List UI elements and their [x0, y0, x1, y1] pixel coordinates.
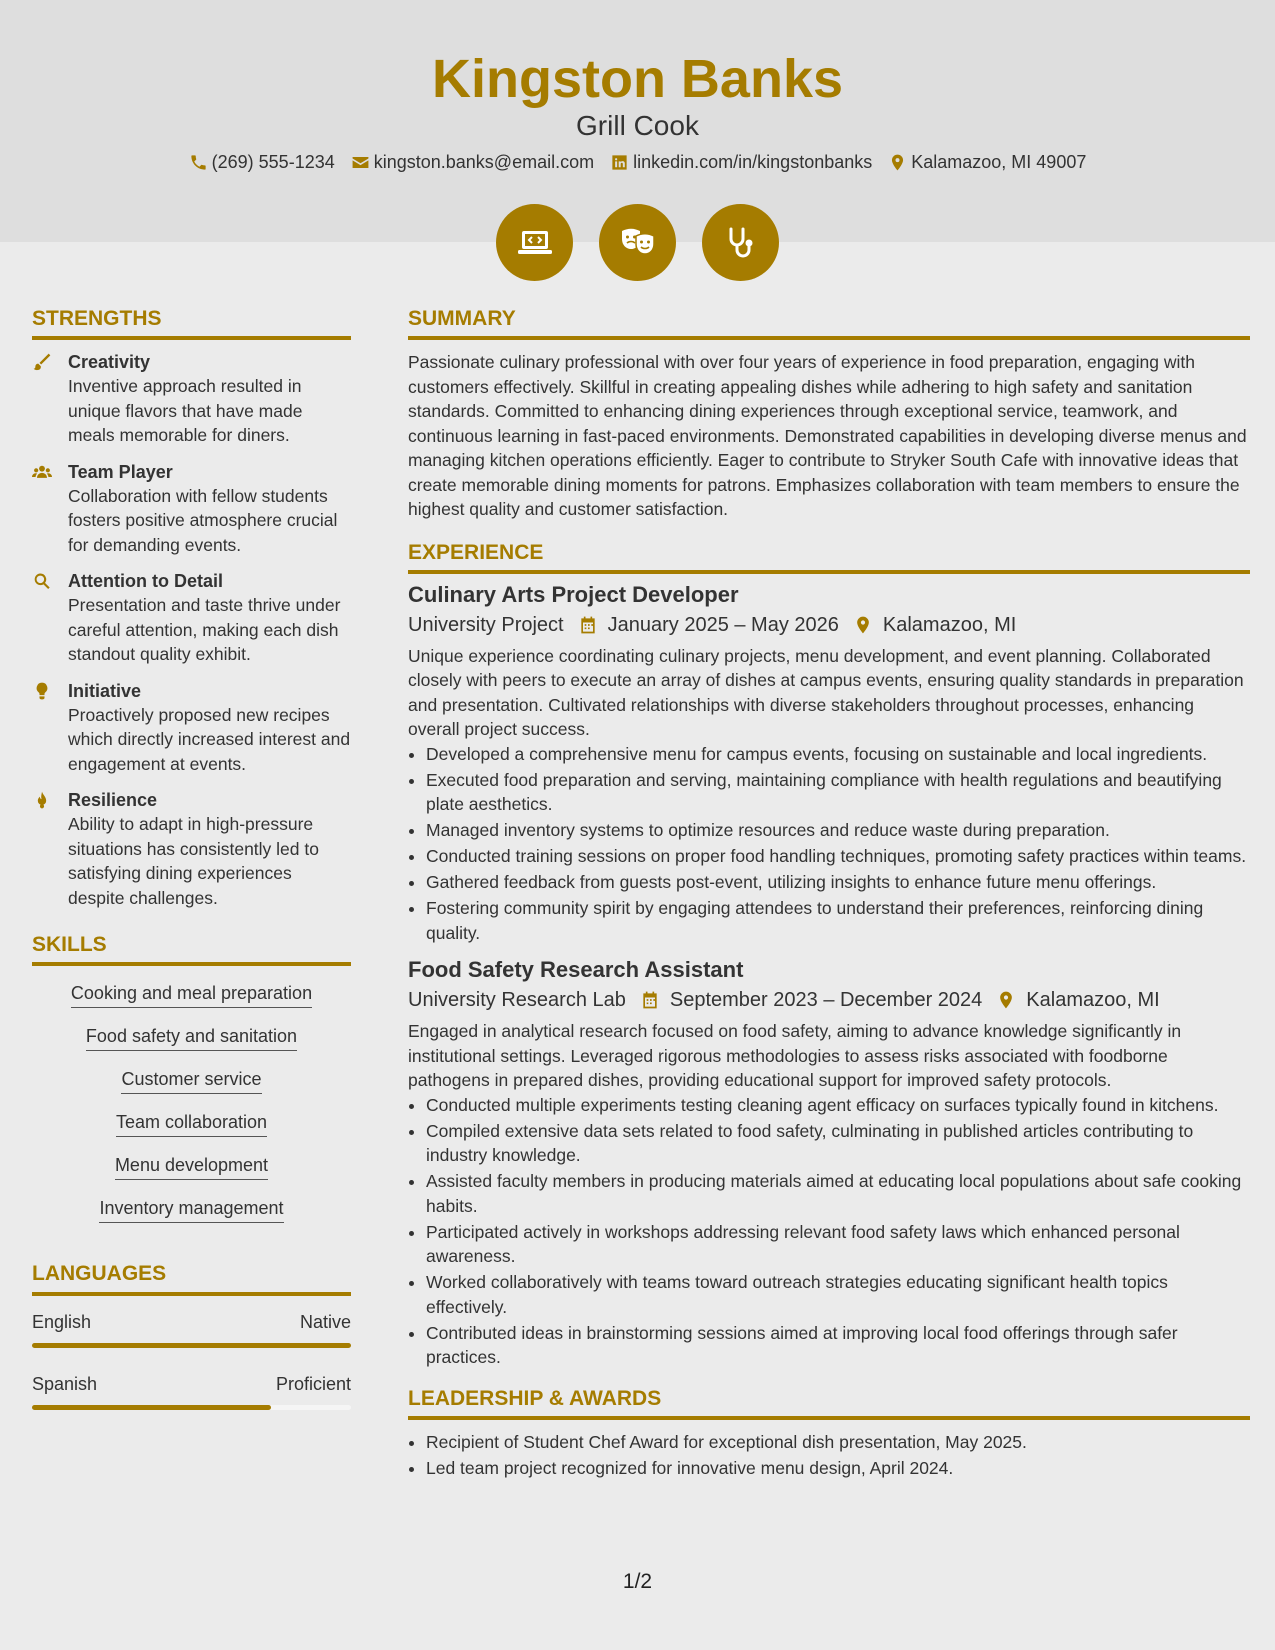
strength-item	[32, 460, 351, 558]
job-dates: September 2023 – December 2024	[669, 989, 983, 1012]
lightbulb-icon	[32, 681, 52, 701]
job-entry	[408, 955, 1250, 1370]
job-bullets	[408, 1093, 1250, 1370]
interest-badges	[0, 204, 1275, 281]
strength-item	[32, 788, 351, 910]
list-item: • Developed a comprehensive menu for campus events, focusing on sustainable and local ingredients.	[426, 742, 1250, 767]
language-bar-fill	[32, 1343, 351, 1348]
language-name: Spanish	[32, 1373, 98, 1394]
awards-heading: LEADERSHIP & AWARDS	[408, 1386, 1250, 1420]
phone-icon	[189, 153, 208, 172]
language-item	[32, 1374, 351, 1410]
skill-item: Inventory management	[99, 1197, 283, 1223]
strengths-heading: STRENGTHS	[32, 306, 351, 340]
job-location: Kalamazoo, MI	[1026, 989, 1160, 1012]
linkedin-text: linkedin.com/in/kingstonbanks	[633, 152, 873, 172]
list-item: • Conducted multiple experiments testing cleaning agent efficacy on surfaces typically found in kitchens.	[426, 1093, 1250, 1118]
job-entry	[408, 580, 1250, 946]
awards-list	[408, 1430, 1250, 1481]
skill-item: Team collaboration	[116, 1111, 267, 1137]
contact-email[interactable]	[351, 152, 594, 173]
paintbrush-icon	[32, 352, 52, 372]
job-location: Kalamazoo, MI	[882, 613, 1017, 636]
map-pin-icon	[853, 615, 873, 635]
linkedin-icon	[610, 153, 629, 172]
strength-desc: Presentation and taste thrive under careful attention, making each dish standout quality exhibit.	[68, 595, 341, 665]
job-description: Unique experience coordinating culinary projects, menu development, and event planning. Collaborated closely with peers to execute an array of dishes at campus events, ensuring quality standards in preparation and presentation. Cultivated relationships with diverse stakeholders throughout processes, enhancing overall project success.	[408, 645, 1244, 740]
flame-icon	[32, 790, 52, 810]
experience-heading: EXPERIENCE	[408, 540, 1250, 574]
job-role: Culinary Arts Project Developer	[408, 581, 739, 607]
skills-heading: SKILLS	[32, 932, 351, 966]
left-column	[32, 306, 351, 1410]
stethoscope-icon	[721, 223, 761, 263]
calendar-icon	[640, 990, 660, 1010]
contact-row	[0, 152, 1275, 173]
strength-title: Resilience	[68, 790, 158, 811]
languages-heading: LANGUAGES	[32, 1261, 351, 1295]
list-item: • Gathered feedback from guests post-event, utilizing insights to enhance future menu offerings.	[426, 870, 1250, 895]
contact-phone[interactable]	[189, 152, 335, 173]
candidate-name: Kingston Banks	[431, 49, 844, 109]
skills-list	[32, 976, 351, 1223]
list-item: • Compiled extensive data sets related to food safety, culminating in published articles contributing to industry knowledge.	[426, 1119, 1250, 1168]
contact-linkedin[interactable]	[610, 152, 872, 173]
strength-desc: Ability to adapt in high-pressure situations has consistently led to satisfying dining experiences despite challenges.	[68, 814, 319, 908]
list-item: • Managed inventory systems to optimize resources and reduce waste during preparation.	[426, 818, 1250, 843]
contact-location	[888, 152, 1086, 173]
strength-item	[32, 679, 351, 777]
summary-text: Passionate culinary professional with over four years of experience in food preparation, engaging with customers effectively. Skillful in creating appealing dishes while adhering to high safety and sanitation standards. Committed to enhancing dining experiences through exceptional service, teamwork, and continuous learning in fast-paced environments. Demonstrated capabilities in developing diverse menus and managing kitchen operations efficiently. Eager to contribute to Stryker South Cafe with innovative ideas that create memorable dining moments for patrons. Emphasizes collaboration with team members to ensure the highest quality and customer satisfaction.	[408, 352, 1247, 520]
skill-item: Customer service	[121, 1068, 261, 1094]
envelope-icon	[351, 153, 370, 172]
badge-masks	[599, 204, 676, 281]
language-level: Native	[299, 1311, 351, 1332]
list-item: • Assisted faculty members in producing materials aimed at educating local populations about safe cooking habits.	[426, 1169, 1250, 1218]
map-pin-icon	[996, 990, 1016, 1010]
skill-item: Menu development	[115, 1154, 268, 1180]
list-item: • Contributed ideas in brainstorming sessions aimed at improving local food offerings through safer practices.	[426, 1321, 1250, 1370]
badge-laptop	[496, 204, 573, 281]
job-description: Engaged in analytical research focused on food safety, aiming to advance knowledge significantly in institutional settings. Leveraged rigorous methodologies to assess risks associated with foodborne pathogens in prepared dishes, providing educational support for improved safety protocols.	[408, 1021, 1182, 1091]
skill-item: Food safety and sanitation	[86, 1025, 297, 1051]
list-item: • Conducted training sessions on proper food handling techniques, promoting safety practices within teams.	[426, 844, 1250, 869]
calendar-icon	[578, 615, 598, 635]
phone-text: (269) 555-1234	[211, 152, 335, 172]
strength-title: Attention to Detail	[68, 571, 223, 592]
badge-stethoscope	[702, 204, 779, 281]
theater-masks-icon	[618, 223, 658, 263]
list-item: • Participated actively in workshops addressing relevant food safety laws which enhanced personal awareness.	[426, 1220, 1250, 1269]
summary-heading: SUMMARY	[408, 306, 1250, 340]
job-org: University Research Lab	[408, 989, 626, 1012]
job-role: Food Safety Research Assistant	[408, 957, 744, 983]
language-level: Proficient	[275, 1373, 351, 1394]
list-item: • Led team project recognized for innovative menu design, April 2024.	[426, 1456, 1250, 1481]
skill-item: Cooking and meal preparation	[71, 982, 312, 1008]
language-bar	[32, 1405, 351, 1410]
magnifier-icon	[32, 571, 52, 591]
language-item	[32, 1312, 351, 1348]
language-bar-fill	[32, 1405, 271, 1410]
strength-title: Team Player	[68, 461, 173, 482]
strength-item	[32, 569, 351, 667]
right-column	[408, 306, 1250, 1482]
list-item: • Recipient of Student Chef Award for exceptional dish presentation, May 2025.	[426, 1430, 1250, 1455]
job-org: University Project	[408, 613, 564, 636]
laptop-code-icon	[515, 223, 555, 263]
list-item: • Fostering community spirit by engaging attendees to understand their preferences, reinforcing dining quality.	[426, 896, 1250, 945]
language-name: English	[32, 1311, 92, 1332]
list-item: • Worked collaboratively with teams toward outreach strategies educating significant health topics effectively.	[426, 1270, 1250, 1319]
strength-item	[32, 350, 351, 448]
page-number: 1/2	[622, 1570, 653, 1593]
strength-title: Initiative	[68, 680, 142, 701]
job-bullets	[408, 742, 1250, 946]
strength-desc: Collaboration with fellow students fosters positive atmosphere crucial for demanding events.	[68, 485, 338, 555]
strength-desc: Proactively proposed new recipes which directly increased interest and engagement at events.	[68, 704, 351, 774]
email-text: kingston.banks@email.com	[373, 152, 595, 172]
job-title: Grill Cook	[576, 110, 699, 141]
job-dates: January 2025 – May 2026	[607, 613, 839, 636]
map-pin-icon	[888, 153, 907, 172]
strength-desc: Inventive approach resulted in unique flavors that have made meals memorable for diners.	[68, 376, 303, 446]
list-item: • Executed food preparation and serving, maintaining compliance with health regulations and beautifying plate aesthetics.	[426, 768, 1250, 817]
users-icon	[32, 462, 52, 482]
language-bar	[32, 1343, 351, 1348]
strength-title: Creativity	[68, 352, 151, 373]
location-text: Kalamazoo, MI 49007	[911, 152, 1087, 172]
